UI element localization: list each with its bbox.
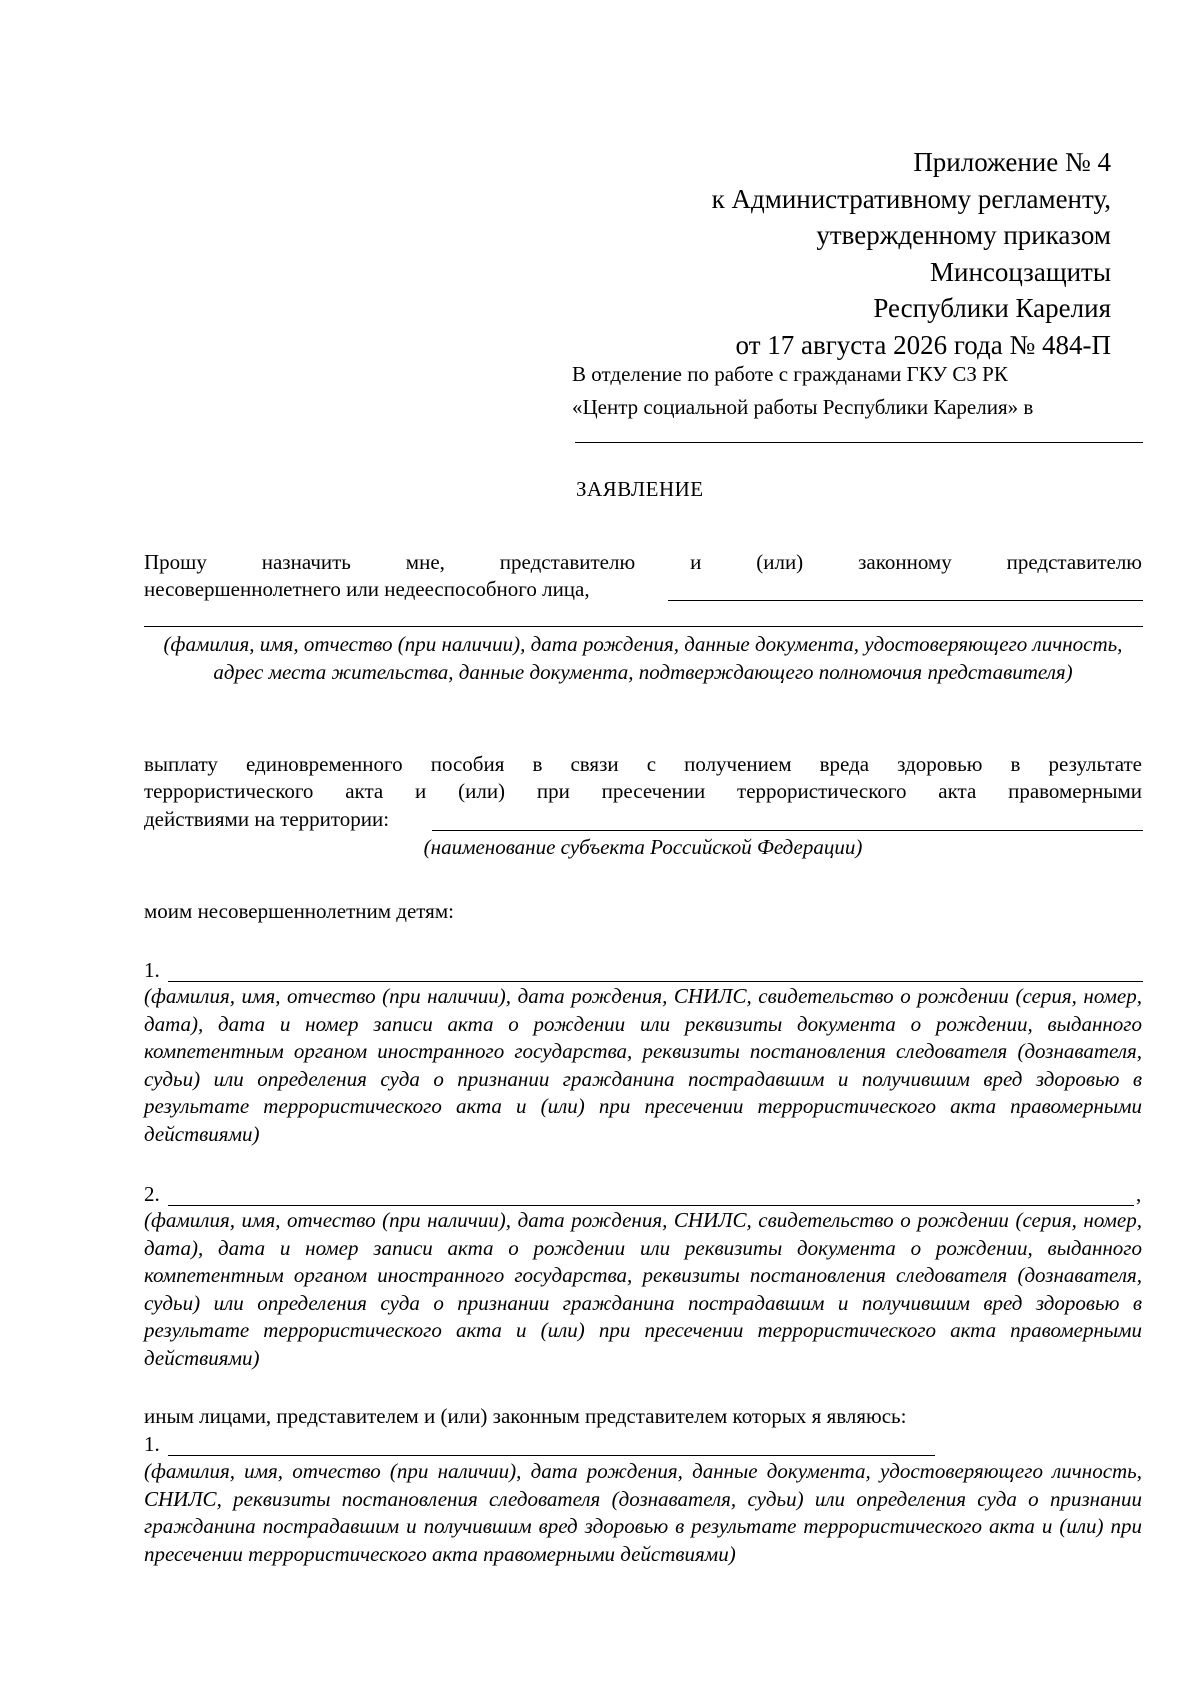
children-heading: моим несовершеннолетним детям: (144, 899, 454, 923)
request-line-2-text: несовершеннолетнего или недееспособного лица, (144, 577, 590, 601)
request-line-1: Прошу назначить мне, представителю и (или) законному представителю (144, 550, 1142, 574)
appendix-line: Минсоцзащиты (930, 256, 1111, 287)
representative-field-2[interactable] (144, 604, 1143, 627)
appendix-line: от 17 августа 2026 года № 484-П (735, 329, 1111, 360)
region-hint-text: (наименование субъекта Российской Федерации) (423, 835, 863, 859)
payment-line-3-text: действиями на территории: (144, 807, 390, 831)
appendix-line: Республики Карелия (873, 293, 1111, 323)
representative-field-1[interactable] (668, 578, 1143, 601)
other-1-hint (144, 1458, 1142, 1568)
child-1-hint-text: (фамилия, имя, отчество (при наличии), дата рождения, СНИЛС, свидетельство о рождении (серия, номер, дата), дата и номер записи акта о рождении или реквизиты документа о рождении, выданного компетентным органом иностранного государства, реквизиты постановления следователя (дознавателя, судьи) или определения суда о признании гражданина пострадавшим и получившим вред здоровью в результате террористического акта и (или) при пресечении террористического акта правомерными действиями) (144, 984, 1142, 1146)
child-2-hint (144, 1207, 1142, 1372)
child-1-field[interactable] (168, 959, 1143, 982)
appendix-header (551, 144, 1111, 363)
payment-line-1: выплату единовременного пособия в связи с получением вреда здоровью в результате (144, 752, 1142, 776)
representative-hint-text: (фамилия, имя, отчество (при наличии), дата рождения, данные документа, удостоверяющего личность, адрес места жительства, данные документа, подтверждающего полномочия представителя) (163, 632, 1123, 684)
addressee-line: «Центр социальной работы Республики Карелия» в (572, 395, 1034, 419)
payment-line-2: террористического акта и (или) при пресечении террористического акта правомерными (144, 779, 1142, 803)
department-field[interactable] (575, 420, 1143, 443)
other-1-number: 1. (144, 1432, 160, 1456)
child-2-trailing: , (1136, 1182, 1142, 1206)
other-1-field[interactable] (168, 1433, 935, 1456)
other-1-hint-text: (фамилия, имя, отчество (при наличии), дата рождения, данные документа, удостоверяющего личность, СНИЛС, реквизиты постановления следователя (дознавателя, судьи) или определения суда о признании гражданина пострадавшим и получившим вред здоровью в результате террористического акта и (или) при пресечении террористического акта правомерными действиями) (144, 1459, 1142, 1566)
document-title: ЗАЯВЛЕНИЕ (576, 477, 704, 501)
representative-hint (144, 631, 1142, 686)
child-2-hint-text: (фамилия, имя, отчество (при наличии), дата рождения, СНИЛС, свидетельство о рождении (серия, номер, дата), дата и номер записи акта о рождении или реквизиты документа о рождении, выданного компетентным органом иностранного государства, реквизиты постановления следователя (дознавателя, судьи) или определения суда о признании гражданина пострадавшим и получившим вред здоровью в результате террористического акта и (или) при пресечении террористического акта правомерными действиями) (144, 1208, 1142, 1370)
child-2-field[interactable] (168, 1183, 1134, 1206)
addressee-line: В отделение по работе с гражданами ГКУ СЗ РК (572, 362, 1008, 386)
child-1-hint (144, 983, 1142, 1148)
others-heading: иным лицами, представителем и (или) законным представителем которых я являюсь: (144, 1404, 907, 1428)
child-1-number: 1. (144, 958, 160, 982)
appendix-line: Приложение № 4 (913, 147, 1111, 177)
region-field[interactable] (432, 808, 1143, 831)
region-hint (144, 834, 1142, 862)
appendix-line: утвержденному приказом (816, 220, 1111, 250)
addressee-block (572, 358, 1142, 424)
child-2-number: 2. (144, 1182, 160, 1206)
appendix-line: к Административному регламенту, (711, 183, 1111, 214)
